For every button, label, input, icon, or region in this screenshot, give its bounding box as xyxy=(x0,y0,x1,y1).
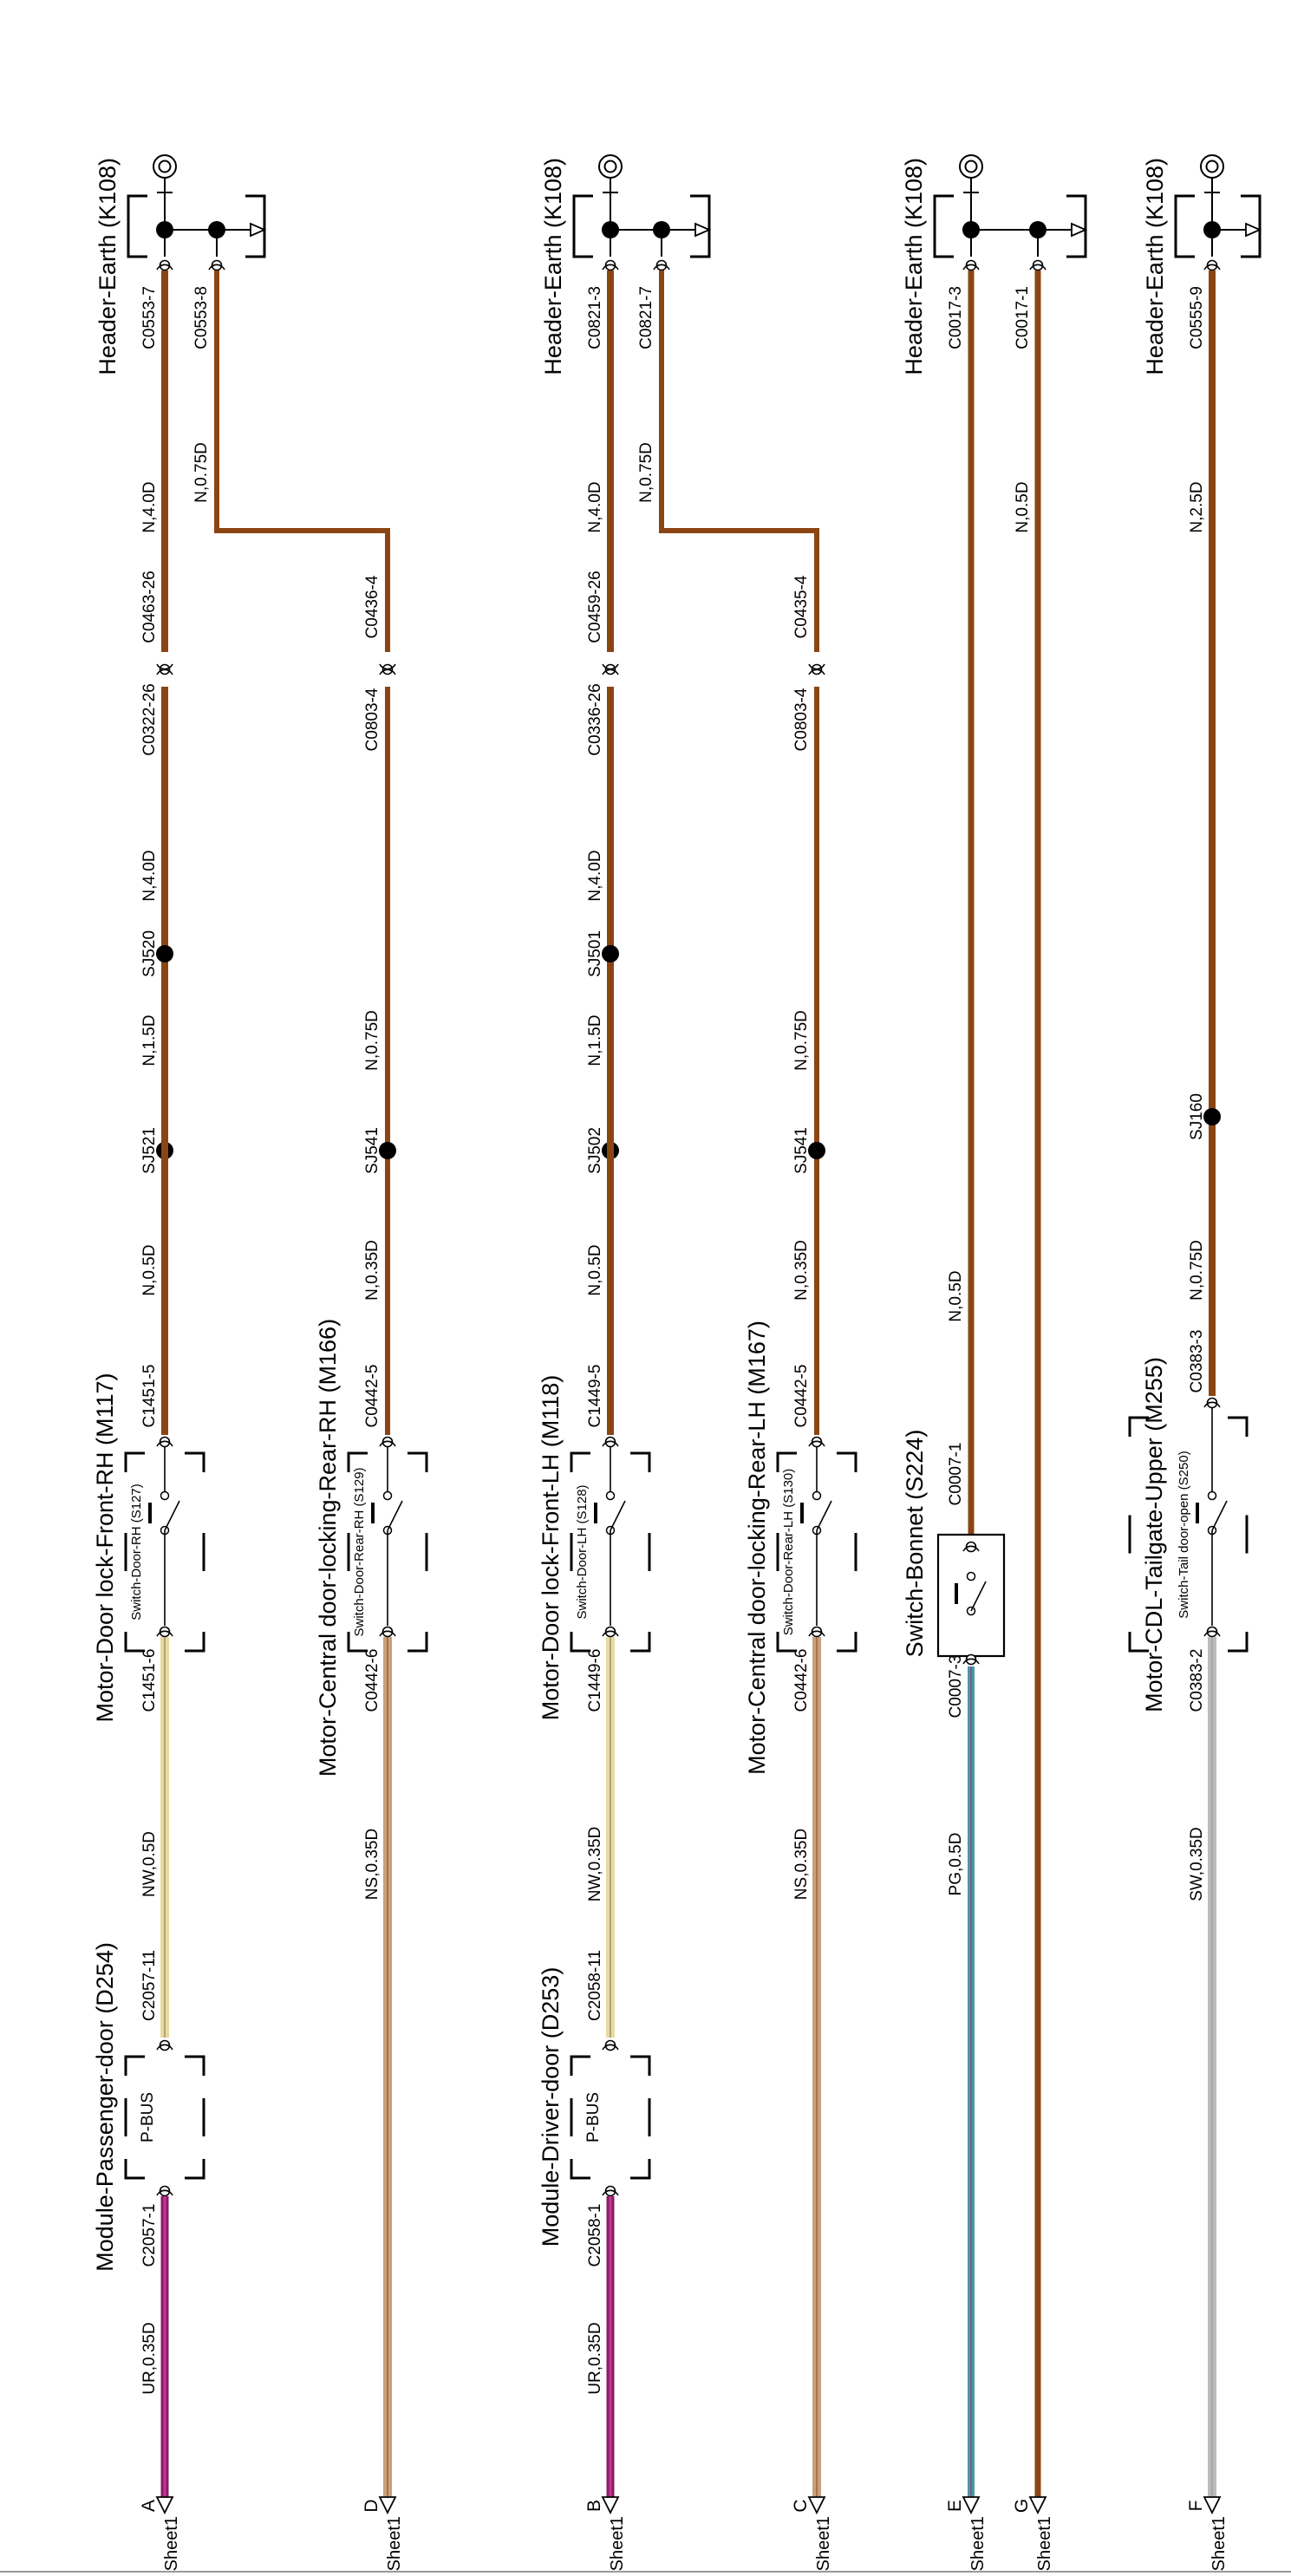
earth-box xyxy=(574,196,709,257)
earth-pin xyxy=(603,261,618,271)
pin-label: C0553-7 xyxy=(140,286,159,349)
wire-gauge-label: N,4.0D xyxy=(586,481,604,533)
switch-pin xyxy=(809,1627,825,1637)
inline-connector-b xyxy=(809,664,825,675)
switch-name: Switch-Door-RH (S127) xyxy=(129,1484,144,1621)
tailgate-switch xyxy=(1197,1492,1227,1535)
box-corner xyxy=(571,1453,590,1472)
wire-b-jog xyxy=(217,271,388,652)
switch-contact xyxy=(968,1573,975,1581)
wire-gauge-label: N,1.5D xyxy=(586,1014,604,1066)
module-pin xyxy=(603,2041,618,2051)
motor-title: Motor-Central door-locking-Rear-RH (M166) xyxy=(315,1318,341,1777)
switch-pin xyxy=(603,1438,618,1447)
wire-gauge-label: N,4.0D xyxy=(140,481,159,533)
connector-label: C0463-26 xyxy=(140,571,159,643)
pin-label: C0017-1 xyxy=(1014,286,1032,349)
pin-label: C0017-3 xyxy=(947,286,965,349)
earth-title: Header-Earth (K108) xyxy=(1142,158,1168,375)
box-corner xyxy=(408,1632,427,1651)
earth-header-2 xyxy=(960,155,982,192)
switch-contact xyxy=(607,1492,615,1500)
switch-blade xyxy=(165,1501,179,1530)
switch-pin xyxy=(157,1438,173,1447)
box-corner xyxy=(128,196,147,215)
connector-label: C0803-4 xyxy=(363,688,381,752)
box-corner xyxy=(837,1632,856,1651)
earth-pin xyxy=(963,261,979,271)
sheet-arrow xyxy=(1030,2497,1046,2513)
wire-gauge-label: NW,0.35D xyxy=(586,1826,604,1902)
earth-pin xyxy=(209,261,225,271)
connector-letter: F xyxy=(1186,2500,1206,2512)
splice-dot xyxy=(808,1142,825,1159)
sheet-arrow xyxy=(1204,2497,1220,2513)
door-switch xyxy=(150,1492,179,1535)
connector-label: C0435-4 xyxy=(792,575,811,639)
box-corner xyxy=(690,238,709,257)
switch-pin xyxy=(380,1438,395,1447)
switch-name: Switch-Door-Rear-LH (S130) xyxy=(781,1468,796,1636)
switch-contact xyxy=(161,1492,169,1500)
box-corner xyxy=(574,196,593,215)
box-corner xyxy=(837,1453,856,1472)
connector-label: C0436-4 xyxy=(363,575,381,639)
wire-gauge-label: N,0.75D xyxy=(792,1010,811,1071)
splice-label: SJ521 xyxy=(140,1127,159,1174)
box-corner xyxy=(408,1453,427,1472)
pbus-label: P-BUS xyxy=(584,2091,603,2143)
earth-title: Header-Earth (K108) xyxy=(901,158,927,375)
earth-arrow xyxy=(1072,224,1086,236)
wire-gauge-label: NS,0.35D xyxy=(792,1828,811,1901)
wire-gauge-label: PG,0.5D xyxy=(947,1832,965,1896)
wire-gauge-label: N,0.75D xyxy=(1188,1240,1206,1301)
sheet-arrow xyxy=(157,2497,173,2513)
box-corner xyxy=(126,1632,145,1651)
bonnet-switch-box xyxy=(938,1535,1004,1656)
switch-blade xyxy=(817,1501,831,1530)
motor-title: Motor-Central door-locking-Rear-LH (M167) xyxy=(744,1321,770,1775)
pin-label: C2057-1 xyxy=(140,2203,159,2267)
pin-label: C1449-6 xyxy=(586,1648,604,1712)
wire-gauge-label: N,0.5D xyxy=(140,1244,159,1296)
pin-label: C2058-11 xyxy=(586,1949,604,2022)
connector-label: C0803-4 xyxy=(792,688,811,752)
splice-label: SJ520 xyxy=(140,930,159,977)
box-corner xyxy=(630,1632,649,1651)
splice-label: SJ501 xyxy=(586,930,604,977)
module-box xyxy=(571,2057,649,2178)
pin-label: C0555-9 xyxy=(1188,286,1206,349)
pin-label: C0007-1 xyxy=(947,1442,965,1506)
sheet-label: Sheet1 xyxy=(814,2516,833,2572)
box-corner xyxy=(1241,238,1260,257)
box-corner xyxy=(1176,196,1195,215)
earth-arrow xyxy=(1246,224,1260,236)
switch-name: Switch-Tail door-open (S250) xyxy=(1177,1451,1191,1619)
wire-gauge-label: N,0.75D xyxy=(363,1010,381,1071)
splice-dot xyxy=(1203,1108,1221,1125)
module-box xyxy=(126,2057,204,2178)
box-corner xyxy=(185,2159,204,2178)
box-corner xyxy=(1176,238,1195,257)
wire-gauge-label: NW,0.5D xyxy=(140,1830,159,1898)
switch-pin xyxy=(603,1627,618,1637)
box-corner xyxy=(126,2159,145,2178)
door-switch xyxy=(373,1492,402,1535)
switch-contact xyxy=(813,1492,821,1500)
wire-gauge-label: N,4.0D xyxy=(140,850,159,902)
pin-label: C1449-5 xyxy=(586,1364,604,1428)
wire-gauge-label: N,2.5D xyxy=(1188,481,1206,533)
pin-label: C2058-1 xyxy=(586,2203,604,2267)
earth-ring xyxy=(605,161,616,173)
module-pin xyxy=(157,2187,173,2196)
box-corner xyxy=(245,238,264,257)
earth-pin xyxy=(1204,261,1220,271)
earth-node xyxy=(208,221,225,238)
wire-gauge-label: N,1.5D xyxy=(140,1014,159,1066)
earth-node xyxy=(653,221,670,238)
switch-contact xyxy=(384,1492,392,1500)
inline-connector-a xyxy=(603,664,618,675)
pin-label: C0383-2 xyxy=(1188,1648,1206,1712)
pin-label: C0821-7 xyxy=(637,286,655,349)
box-corner xyxy=(574,238,593,257)
switch-pin xyxy=(1204,1399,1220,1408)
earth-ring xyxy=(1207,161,1218,173)
box-corner xyxy=(1241,196,1260,215)
box-corner xyxy=(185,1453,204,1472)
splice-label: SJ160 xyxy=(1188,1093,1206,1140)
earth-ring xyxy=(966,161,977,173)
connector-letter: A xyxy=(139,2499,159,2513)
sheet-label: Sheet1 xyxy=(1035,2516,1054,2572)
box-corner xyxy=(126,1453,145,1472)
box-corner xyxy=(128,238,147,257)
module-pin xyxy=(603,2187,618,2196)
wire-gauge-label: N,0.5D xyxy=(1014,481,1032,533)
sheet-label: Sheet1 xyxy=(968,2516,988,2572)
earth-arrow xyxy=(251,224,264,236)
box-corner xyxy=(1066,196,1086,215)
switch-blade xyxy=(388,1501,402,1530)
sheet-arrow xyxy=(809,2497,825,2513)
pin-label: C1451-6 xyxy=(140,1648,159,1712)
switch-pin xyxy=(1204,1627,1220,1637)
door-switch xyxy=(596,1492,625,1535)
splice-dot xyxy=(156,945,173,962)
pbus-label: P-BUS xyxy=(139,2091,157,2143)
switch-name: Switch-Door-Rear-RH (S129) xyxy=(352,1467,367,1637)
connector-letter: E xyxy=(945,2499,965,2513)
wire-gauge-label: UR,0.35D xyxy=(140,2322,159,2395)
box-corner xyxy=(1228,1418,1247,1437)
sheet-label: Sheet1 xyxy=(385,2516,404,2572)
sheet-label: Sheet1 xyxy=(608,2516,627,2572)
wire-gauge-label: N,0.5D xyxy=(947,1270,965,1322)
pin-label: C0383-3 xyxy=(1188,1329,1206,1393)
pin-label: C0553-8 xyxy=(192,286,211,349)
earth-header-0 xyxy=(153,155,176,192)
switch-pin xyxy=(380,1627,395,1637)
earth-title: Header-Earth (K108) xyxy=(95,158,121,375)
pin-label: C0821-3 xyxy=(586,286,604,349)
wire-gauge-label: UR,0.35D xyxy=(586,2322,604,2395)
connector-letter: C xyxy=(791,2499,811,2513)
splice-dot xyxy=(602,945,619,962)
connector-letter: B xyxy=(584,2499,604,2513)
box-corner xyxy=(630,1453,649,1472)
pin-label: C2057-11 xyxy=(140,1949,159,2022)
wire-gauge-label: N,4.0D xyxy=(586,850,604,902)
box-corner xyxy=(1066,238,1086,257)
inline-connector-b xyxy=(380,664,395,675)
earth-header-1 xyxy=(599,155,622,192)
connector-label: C0336-26 xyxy=(586,683,604,756)
splice-label: SJ541 xyxy=(792,1127,811,1174)
box-corner xyxy=(245,196,264,215)
box-corner xyxy=(935,196,954,215)
motor-title: Motor-Door lock-Front-RH (M117) xyxy=(92,1373,118,1723)
earth-header-3 xyxy=(1201,155,1223,192)
wire-gauge-label: N,0.5D xyxy=(586,1244,604,1296)
box-corner xyxy=(630,2057,649,2076)
earth-box xyxy=(935,196,1086,257)
module-title: Module-Passenger-door (D254) xyxy=(92,1942,118,2272)
splice-label: SJ541 xyxy=(363,1127,381,1174)
sheet-arrow xyxy=(603,2497,618,2513)
pin-label: C0442-5 xyxy=(792,1364,811,1428)
motor-title: Motor-CDL-Tailgate-Upper (M255) xyxy=(1141,1357,1167,1712)
pin-label: C0442-6 xyxy=(792,1648,811,1712)
sheet-label: Sheet1 xyxy=(1209,2516,1229,2572)
splice-dot xyxy=(379,1142,396,1159)
wire-gauge-label: SW,0.35D xyxy=(1188,1827,1206,1901)
sheet-arrow xyxy=(380,2497,395,2513)
box-corner xyxy=(571,1632,590,1651)
earth-box xyxy=(128,196,264,257)
pin-label: C0442-5 xyxy=(363,1364,381,1428)
switch-pin xyxy=(809,1438,825,1447)
earth-pin xyxy=(654,261,669,271)
sheet-label: Sheet1 xyxy=(162,2516,181,2572)
box-corner xyxy=(571,2057,590,2076)
wire-gauge-label: N,0.75D xyxy=(192,442,211,503)
connector-letter: D xyxy=(362,2499,381,2513)
wire-gauge-label: NS,0.35D xyxy=(363,1828,381,1901)
earth-pin xyxy=(1030,261,1046,271)
box-corner xyxy=(630,2159,649,2178)
pin-label: C0007-3 xyxy=(947,1654,965,1718)
earth-ring xyxy=(160,161,171,173)
earth-title: Header-Earth (K108) xyxy=(540,158,566,375)
inline-connector-a xyxy=(157,664,173,675)
earth-node xyxy=(1029,221,1046,238)
sheet-arrow xyxy=(963,2497,979,2513)
wire-gauge-label: N,0.35D xyxy=(792,1240,811,1301)
earth-pin xyxy=(157,261,173,271)
pin-label: C0442-6 xyxy=(363,1648,381,1712)
switch-title: Switch-Bonnet (S224) xyxy=(902,1429,928,1658)
box-corner xyxy=(185,1632,204,1651)
switch-contact xyxy=(1209,1492,1216,1500)
switch-blade xyxy=(1212,1501,1227,1530)
box-corner xyxy=(1228,1632,1247,1651)
connector-label: C0459-26 xyxy=(586,571,604,643)
switch-pin xyxy=(157,1627,173,1637)
module-pin xyxy=(157,2041,173,2051)
pin-label: C1451-5 xyxy=(140,1364,159,1428)
motor-title: Motor-Door lock-Front-LH (M118) xyxy=(538,1374,564,1721)
wire-gauge-label: N,0.35D xyxy=(363,1240,381,1301)
splice-label: SJ502 xyxy=(586,1127,604,1174)
box-corner xyxy=(935,238,954,257)
connector-label: C0322-26 xyxy=(140,683,159,756)
module-title: Module-Driver-door (D253) xyxy=(538,1966,564,2247)
box-corner xyxy=(571,2159,590,2178)
switch-blade xyxy=(610,1501,625,1530)
connector-letter: G xyxy=(1012,2498,1032,2514)
box-corner xyxy=(690,196,709,215)
switch-name: Switch-Door-LH (S128) xyxy=(575,1484,590,1620)
earth-arrow xyxy=(695,224,709,236)
wire-gauge-label: N,0.75D xyxy=(637,442,655,503)
door-switch xyxy=(802,1492,831,1535)
box-corner xyxy=(185,2057,204,2076)
box-corner xyxy=(126,2057,145,2076)
